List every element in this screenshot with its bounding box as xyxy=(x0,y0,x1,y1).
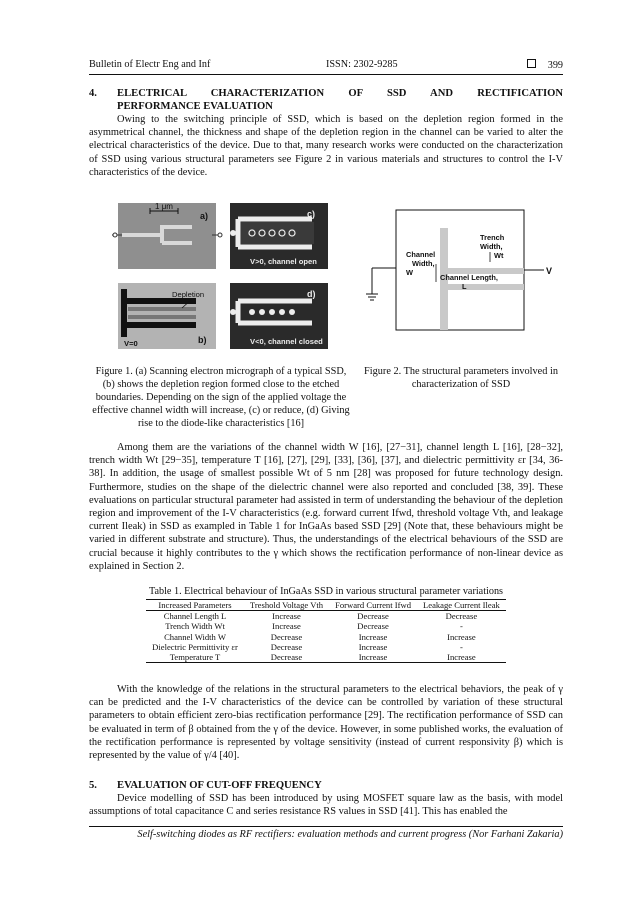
trench-label-1: Trench xyxy=(480,233,505,242)
header-rule xyxy=(89,74,563,75)
panel-b xyxy=(118,283,216,349)
channel-length-label-2: L xyxy=(462,282,467,291)
table-cell: Increase xyxy=(272,621,301,632)
checkbox-glyph-icon xyxy=(527,59,536,68)
voltage-label: V xyxy=(546,266,553,276)
table-cell: Decrease xyxy=(270,631,303,642)
table-cell: Increase xyxy=(447,631,476,642)
table-1 xyxy=(146,599,506,663)
trench-horizontal-bottom xyxy=(440,284,524,290)
section-number: 5. xyxy=(89,780,97,791)
page-number: 399 xyxy=(547,60,563,71)
table-1-block xyxy=(89,585,563,663)
channel-width-label-2: Width, xyxy=(412,259,435,268)
panel-a-label: a) xyxy=(200,211,209,221)
paragraph-text: With the knowledge of the relations in the structural parameters to the electrical behaviors, the peak of γ can be predicted and the I-V characteristics of the device can be controlled by variation of these structural parameters to obtain efficient zero-bias rectification performance [29]. The rectification performance of SSD can be evaluated in term of β obtained from the γ of the device. However, in some published works, the evaluation of the rectification performance is represented by voltage sensitivity (instead of current responsivity β) which is represented by the value of γ/4 [40]. xyxy=(89,684,563,762)
footer-rule xyxy=(89,826,563,827)
channel-width-label-3: W xyxy=(406,268,413,277)
table-cell: Channel Length L xyxy=(163,611,227,622)
figure-1-caption: Figure 1. (a) Scanning electron micrograph of a typical SSD, (b) shows the depletion region formed close to the etched boundaries. Depending on the sign of the applied voltage the effective channel width will increase, (c) or reduce, (d) Giving rise to the diode-like characteristics [16] xyxy=(92,366,350,429)
table-cell: Decrease xyxy=(357,611,389,622)
table-row xyxy=(146,621,506,631)
channel-length-label-1: Channel Length, xyxy=(440,273,498,282)
section-4-paragraph-3 xyxy=(89,683,563,762)
paragraph-text: Device modelling of SSD has been introduced by using MOSFET square law as the basis, with model assumptions of total capacitance C and series resistance RS values in SSD [41]. This has enabled the xyxy=(89,793,563,818)
table-cell: Increase xyxy=(358,641,388,652)
table-row xyxy=(146,611,506,622)
channel-width-label-1: Channel xyxy=(406,250,436,259)
table-cell: Decrease xyxy=(244,652,329,663)
page-number-group xyxy=(527,59,563,71)
table-cell: Decrease xyxy=(270,641,303,652)
figure-1-micrographs xyxy=(112,197,334,353)
section-title-line2: PERFORMANCE EVALUATION xyxy=(117,101,273,112)
table-cell: - xyxy=(459,641,463,652)
issn: ISSN: 2302-9285 xyxy=(326,59,398,70)
table-header-cell: Forward Current Ifwd xyxy=(329,600,417,611)
panel-d-label: d) xyxy=(307,289,316,299)
table-1-caption: Table 1. Electrical behaviour of InGaAs SSD in various structural parameter variations xyxy=(148,586,504,597)
table-cell: Increase xyxy=(358,631,388,642)
table-header-row xyxy=(146,600,506,611)
panel-b-label: b) xyxy=(198,335,207,345)
section-4-paragraph-1 xyxy=(89,113,563,179)
table-cell: - xyxy=(459,621,463,632)
table-cell: Decrease xyxy=(445,611,478,622)
running-footer: Self-switching diodes as RF rectifiers: evaluation methods and current progress (Nor Farhani Zakaria) xyxy=(137,829,563,840)
table-row xyxy=(146,642,506,652)
table-header-cell: Increased Parameters xyxy=(146,600,244,611)
panel-c xyxy=(230,203,328,269)
section-4-heading xyxy=(89,87,563,113)
section-4-paragraph-2 xyxy=(89,441,563,573)
table-cell: Increase xyxy=(417,652,506,663)
section-title-line1: ELECTRICAL CHARACTERIZATION OF SSD AND RECTIFICATION xyxy=(117,88,563,99)
depletion-label: Depletion xyxy=(172,290,205,299)
section-5-heading xyxy=(89,779,563,792)
paragraph-text: Owing to the switching principle of SSD, which is based on the depletion region formed in the asymmetrical channel, the thickness and shape of the depletion region in the channel can be varied to alter the electrical characteristics of the device. Due to that, many research works were conducted on the characterization of SSD using various structural parameters see Figure 2 in various materials and structures to control the I-V characteristics of the device. xyxy=(89,114,563,178)
table-cell: Temperature T xyxy=(146,652,244,663)
table-cell: Increase xyxy=(272,611,301,622)
journal-name: Bulletin of Electr Eng and Inf xyxy=(89,59,211,70)
table-cell: Dielectric Permittivity εr xyxy=(152,641,238,652)
trench-label-2: Width, xyxy=(480,242,503,251)
running-header xyxy=(89,59,563,75)
table-header-cell: Leakage Current Ileak xyxy=(417,600,506,611)
section-5-paragraph-1 xyxy=(89,792,563,818)
table-row xyxy=(146,632,506,642)
figure-2-ssd-diagram xyxy=(366,208,558,338)
panel-b-caption: V=0 xyxy=(124,339,138,348)
section-number: 4. xyxy=(89,88,97,99)
table-header-cell: Treshold Voltage Vth xyxy=(244,600,329,611)
section-title: EVALUATION OF CUT-OFF FREQUENCY xyxy=(117,780,322,791)
panel-d-caption: V<0, channel closed xyxy=(250,337,323,346)
table-cell: Increase xyxy=(329,652,417,663)
paragraph-text: Among them are the variations of the channel width W [16], [27−31], channel length L [16], [28−32], trench width Wt [29−35], temperature T [16], [27], [29], [33], [36], [37], and dielectric permittivity εr [34, 36-38]. In addition, the usage of smallest possible Wt of 5 nm [28] was proposed for future technology design. Furthermore, studies on the shape of the dielectric channel were also reported and concluded [38, 39]. These evaluations on particular structural parameter had assisted in term of understanding the behaviour of the depletion region and improvement of the I-V characteristics (e.g. forward current Ifwd, threshold voltage Vth, and leakage current Ileak) in SSD as exampled in Table 1 for InGaAs based SSD [29] (Note that, these behaviours might be varied in different substrate and structure). Thus, the understandings of the electrical behaviours of the SSD are crucial because it highly contributes to the γ which shows the rectification performance of non-linear device as explained in Section 2. xyxy=(89,442,563,572)
table-row xyxy=(146,652,506,663)
panel-a xyxy=(112,202,222,269)
panel-c-caption: V>0, channel open xyxy=(250,257,317,266)
panel-d xyxy=(230,283,328,349)
trench-label-3: Wt xyxy=(494,251,504,260)
figure-2-caption: Figure 2. The structural parameters involved in characterization of SSD xyxy=(364,366,558,390)
scale-bar-label: 1 μm xyxy=(155,202,173,211)
table-cell: Trench Width Wt xyxy=(165,621,225,632)
panel-c-label: c) xyxy=(307,209,316,219)
table-cell: Decrease xyxy=(357,621,389,632)
table-cell: Channel Width W xyxy=(164,631,226,642)
